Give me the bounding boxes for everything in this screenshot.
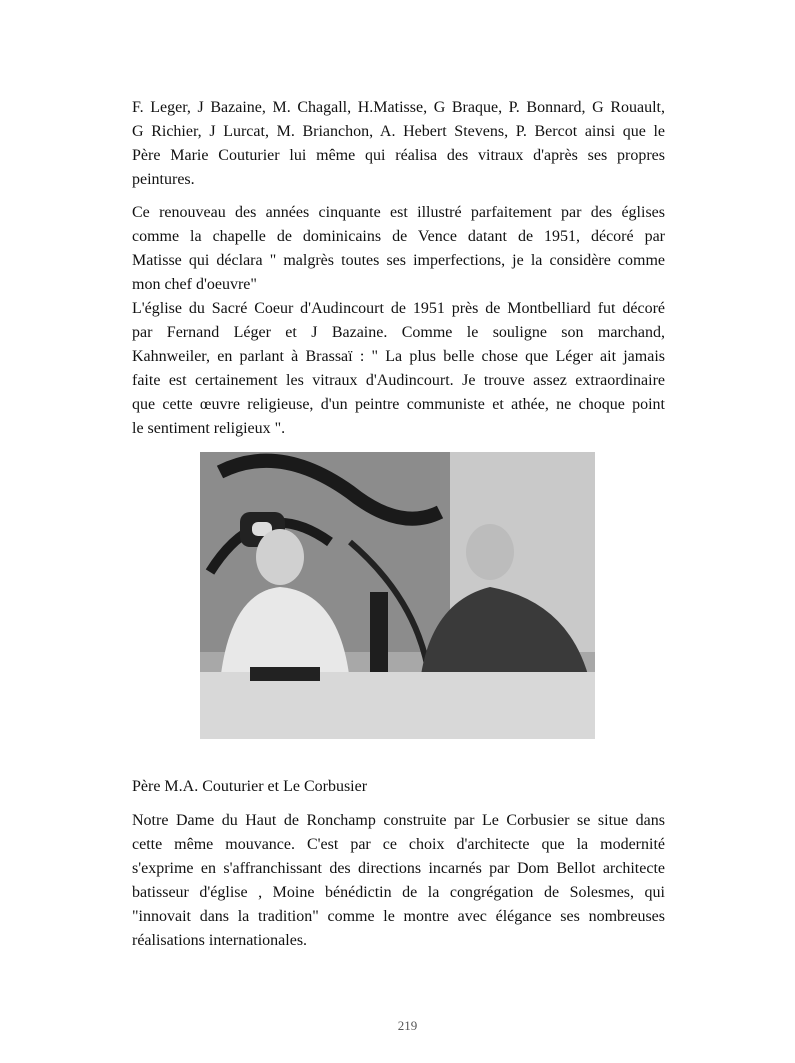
photo-couturier-le-corbusier (200, 452, 595, 739)
paragraph-audincourt (132, 297, 665, 441)
text-line: le sentiment religieux ". (132, 420, 286, 437)
text-line: cette même mouvance. C'est par ce choix d'architecte que la modernité (132, 836, 665, 853)
text-line: Kahnweiler, en parlant à Brassaï : " La plus belle chose que Léger ait jamais (132, 348, 665, 365)
photo-caption: Père M.A. Couturier et Le Corbusier (132, 778, 368, 795)
paragraph-artists (132, 96, 665, 192)
text-line: que cette œuvre religieuse, d'un peintre communiste et athée, ne choque point (132, 396, 665, 413)
text-line: L'église du Sacré Coeur d'Audincourt de 1951 près de Montbelliard fut décoré (132, 300, 665, 317)
text-line: "innovait dans la tradition" comme le montre avec élégance ses nombreuses (132, 908, 665, 925)
text-line: s'exprime en s'affranchissant des directions incarnés par Dom Bellot architecte (132, 860, 665, 877)
text-line: G Richier, J Lurcat, M. Brianchon, A. Hebert Stevens, P. Bercot ainsi que le (132, 123, 665, 140)
text-line: comme la chapelle de dominicains de Vence datant de 1951, décoré par (132, 228, 665, 245)
text-line: mon chef d'oeuvre" (132, 276, 257, 293)
photo-illustration (200, 452, 595, 739)
text-line: Matisse qui déclara " malgrès toutes ses imperfections, je la considère comme (132, 252, 665, 269)
text-line: Père Marie Couturier lui même qui réalisa des vitraux d'après ses propres (132, 147, 665, 164)
text-line: F. Leger, J Bazaine, M. Chagall, H.Matisse, G Braque, P. Bonnard, G Rouault, (132, 99, 665, 116)
page-number: 219 (397, 1018, 418, 1033)
text-line: faite est certainement les vitraux d'Audincourt. Je trouve assez extraordinaire (132, 372, 665, 389)
text-line: Notre Dame du Haut de Ronchamp construite par Le Corbusier se situe dans (132, 812, 665, 829)
text-line: peintures. (132, 171, 195, 188)
text-line: batisseur d'église , Moine bénédictin de la congrégation de Solesmes, qui (132, 884, 665, 901)
paragraph-vence (132, 201, 665, 297)
paragraph-ronchamp (132, 809, 665, 953)
text-line: par Fernand Léger et J Bazaine. Comme le souligne son marchand, (132, 324, 665, 341)
text-line: réalisations internationales. (132, 932, 308, 949)
text-line: Ce renouveau des années cinquante est illustré parfaitement par des églises (132, 204, 665, 221)
